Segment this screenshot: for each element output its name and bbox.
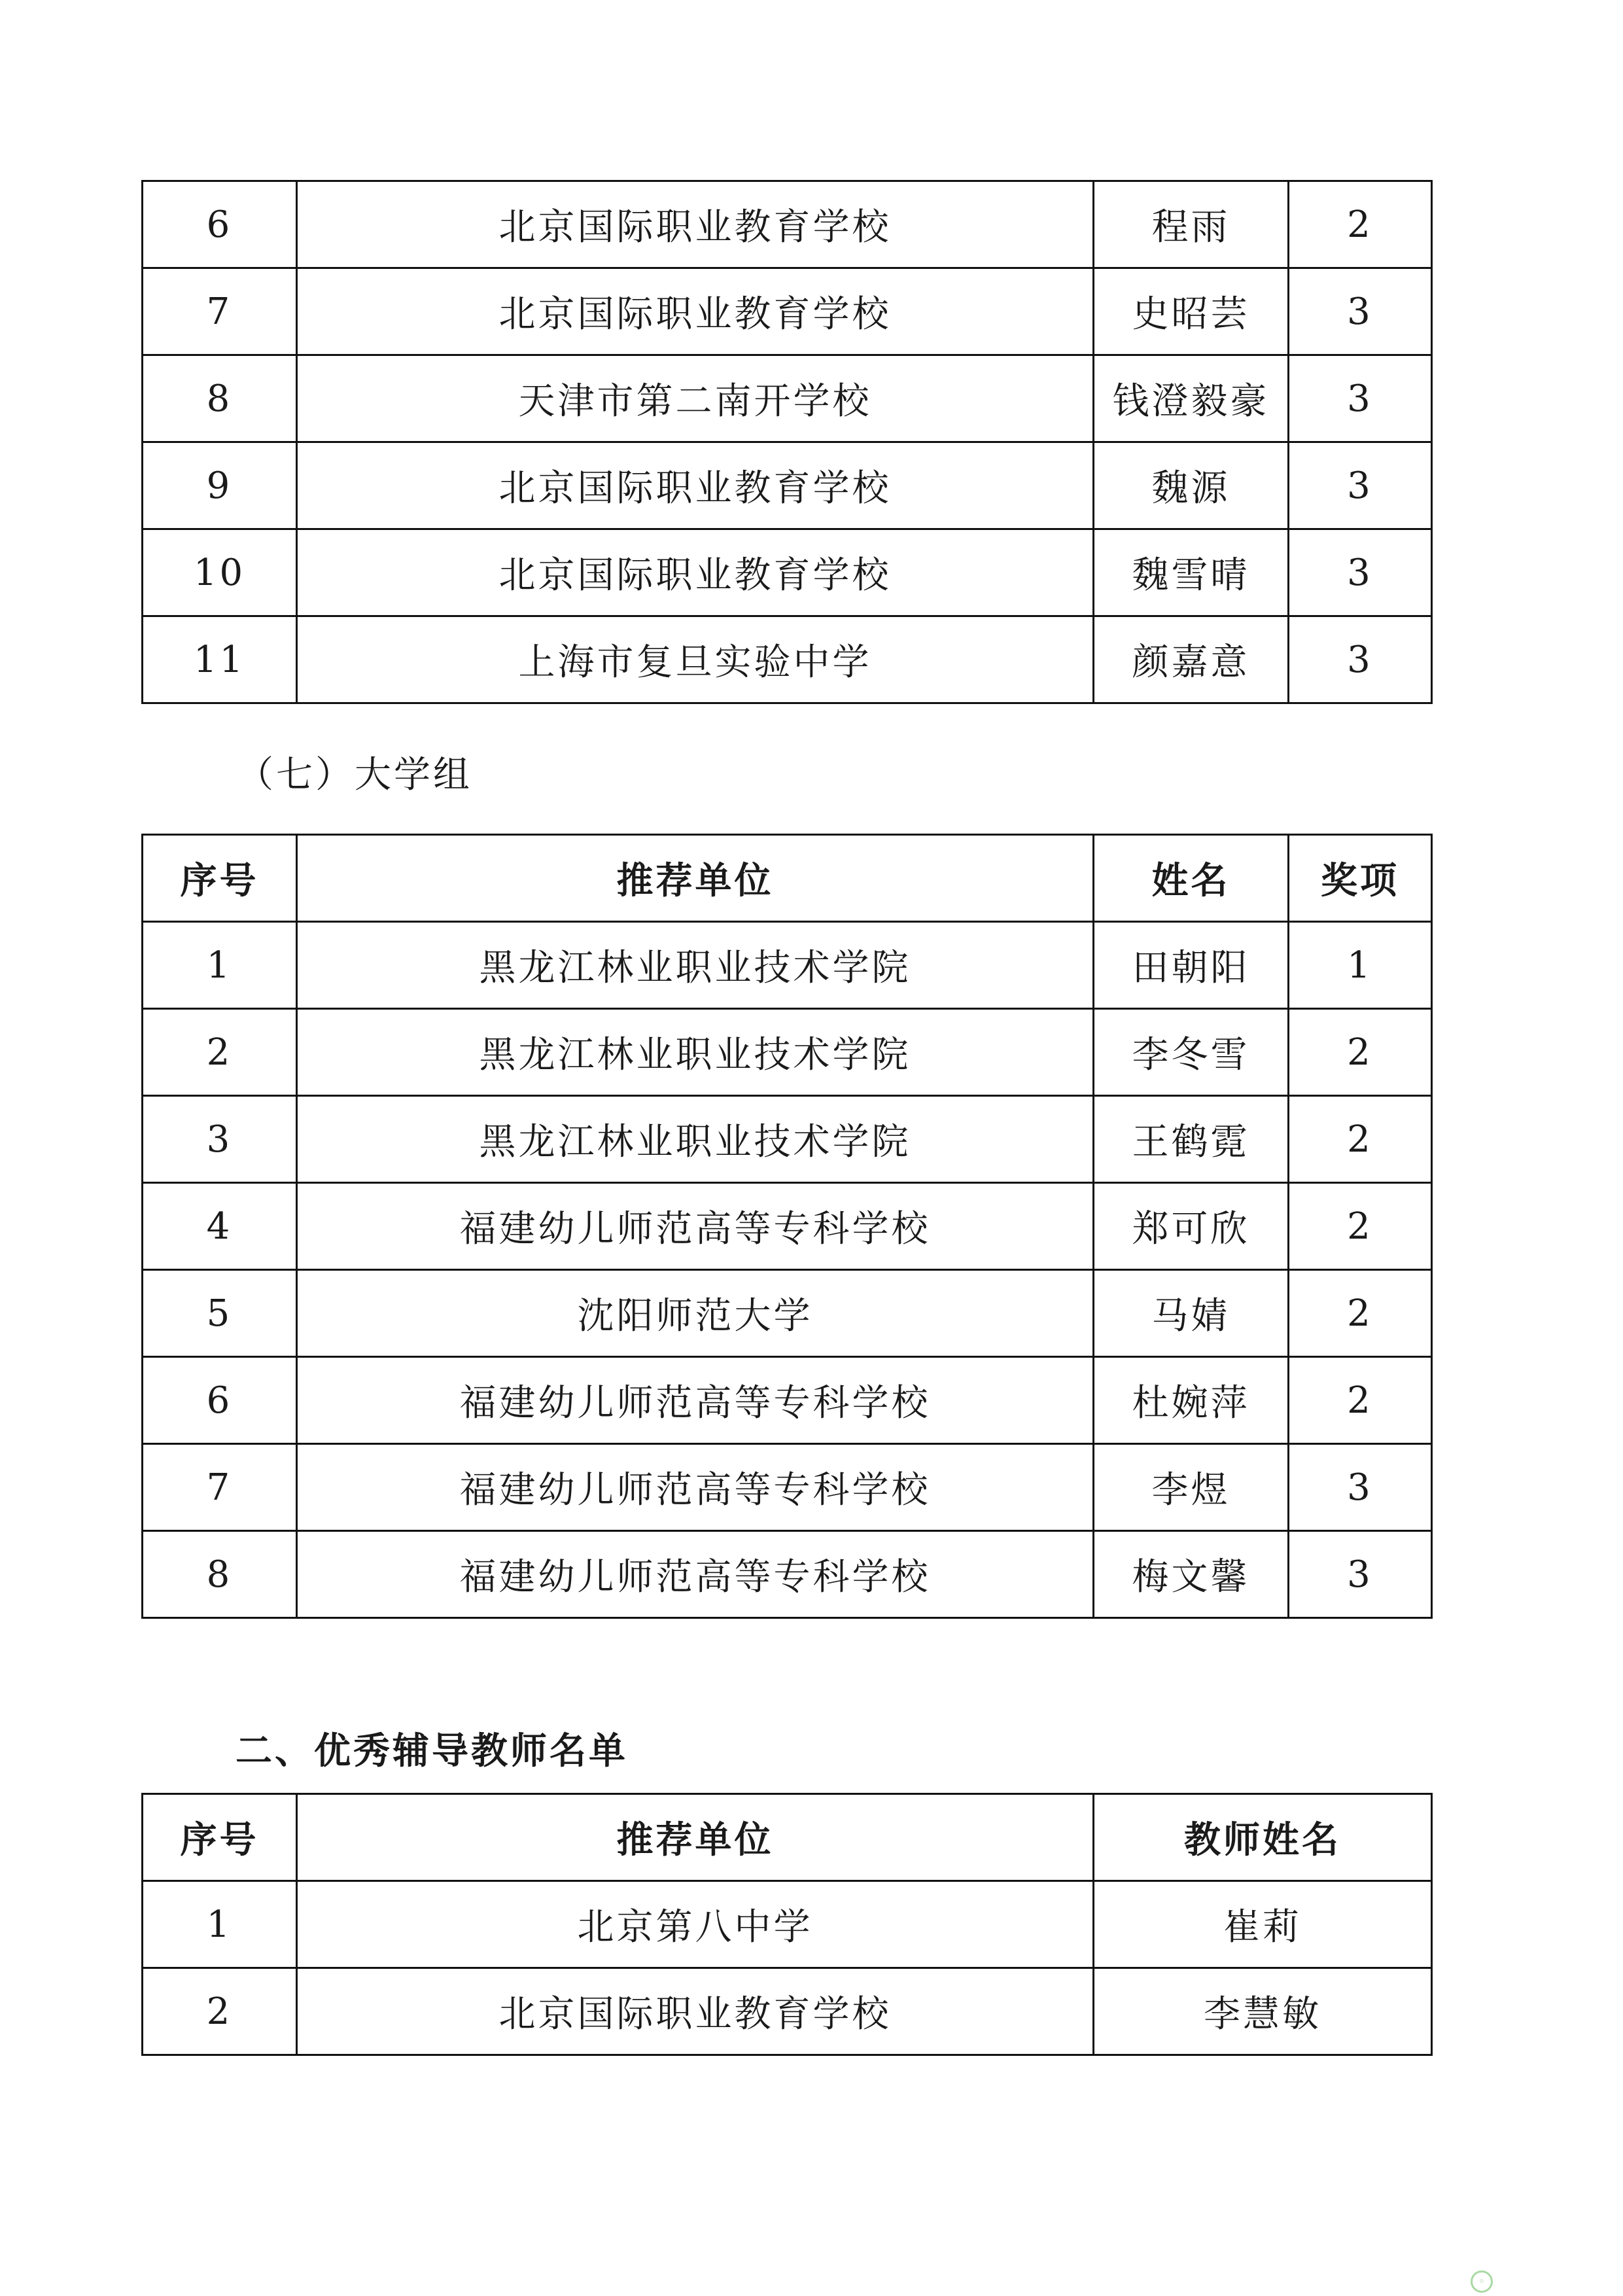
table-header-row — [143, 1794, 1432, 1881]
row-number: 1 — [143, 1881, 297, 1968]
award-level: 2 — [1289, 1357, 1432, 1444]
header-award: 奖项 — [1289, 835, 1432, 922]
award-level: 2 — [1289, 1183, 1432, 1270]
teacher-name: 李慧敏 — [1094, 1968, 1432, 2055]
award-level: 3 — [1289, 355, 1432, 442]
table-row — [143, 922, 1432, 1009]
row-number: 8 — [143, 1531, 297, 1618]
student-name: 钱澄毅豪 — [1094, 355, 1289, 442]
recommending-unit: 黑龙江林业职业技术学院 — [297, 1096, 1094, 1183]
student-name: 李煜 — [1094, 1444, 1289, 1531]
recommending-unit: 上海市复旦实验中学 — [297, 616, 1094, 703]
table-row — [143, 181, 1432, 268]
recommending-unit: 北京国际职业教育学校 — [297, 529, 1094, 616]
award-level: 3 — [1289, 529, 1432, 616]
table-row — [143, 355, 1432, 442]
table-row — [143, 1531, 1432, 1618]
recommending-unit: 北京国际职业教育学校 — [297, 442, 1094, 529]
row-number: 7 — [143, 268, 297, 355]
award-level: 3 — [1289, 268, 1432, 355]
award-level: 2 — [1289, 181, 1432, 268]
row-number: 7 — [143, 1444, 297, 1531]
recommending-unit: 天津市第二南开学校 — [297, 355, 1094, 442]
recommending-unit: 北京国际职业教育学校 — [297, 1968, 1094, 2055]
student-name: 田朝阳 — [1094, 922, 1289, 1009]
table-row — [143, 616, 1432, 703]
recommending-unit: 北京第八中学 — [297, 1881, 1094, 1968]
teacher-name: 崔莉 — [1094, 1881, 1432, 1968]
student-name: 程雨 — [1094, 181, 1289, 268]
award-level: 3 — [1289, 1531, 1432, 1618]
award-level: 3 — [1289, 1444, 1432, 1531]
table-row — [143, 1968, 1432, 2055]
row-number: 4 — [143, 1183, 297, 1270]
award-level: 2 — [1289, 1009, 1432, 1096]
student-name: 颜嘉意 — [1094, 616, 1289, 703]
student-name: 李冬雪 — [1094, 1009, 1289, 1096]
recommending-unit: 福建幼儿师范高等专科学校 — [297, 1444, 1094, 1531]
table-row — [143, 1096, 1432, 1183]
award-level: 2 — [1289, 1096, 1432, 1183]
recommending-unit: 福建幼儿师范高等专科学校 — [297, 1531, 1094, 1618]
header-teacher-name: 教师姓名 — [1094, 1794, 1432, 1881]
row-number: 8 — [143, 355, 297, 442]
row-number: 2 — [143, 1968, 297, 2055]
row-number: 3 — [143, 1096, 297, 1183]
student-name: 王鹤霓 — [1094, 1096, 1289, 1183]
header-number: 序号 — [143, 1794, 297, 1881]
row-number: 9 — [143, 442, 297, 529]
table-row — [143, 1444, 1432, 1531]
recommending-unit: 黑龙江林业职业技术学院 — [297, 922, 1094, 1009]
table-row — [143, 529, 1432, 616]
table-row — [143, 1357, 1432, 1444]
table-header-row — [143, 835, 1432, 922]
award-level: 1 — [1289, 922, 1432, 1009]
student-name: 梅文馨 — [1094, 1531, 1289, 1618]
corner-stamp-icon: ◦ — [1471, 2270, 1493, 2293]
award-level: 2 — [1289, 1270, 1432, 1357]
recommending-unit: 福建幼儿师范高等专科学校 — [297, 1183, 1094, 1270]
student-name: 魏源 — [1094, 442, 1289, 529]
university-group-table — [141, 834, 1433, 1619]
header-unit: 推荐单位 — [297, 1794, 1094, 1881]
row-number: 2 — [143, 1009, 297, 1096]
student-name: 郑可欣 — [1094, 1183, 1289, 1270]
row-number: 1 — [143, 922, 297, 1009]
header-unit: 推荐单位 — [297, 835, 1094, 922]
student-name: 魏雪晴 — [1094, 529, 1289, 616]
student-name: 马婧 — [1094, 1270, 1289, 1357]
award-level: 3 — [1289, 616, 1432, 703]
row-number: 10 — [143, 529, 297, 616]
recommending-unit: 沈阳师范大学 — [297, 1270, 1094, 1357]
table-row — [143, 1009, 1432, 1096]
row-number: 6 — [143, 181, 297, 268]
row-number: 11 — [143, 616, 297, 703]
recommending-unit: 福建幼儿师范高等专科学校 — [297, 1357, 1094, 1444]
teachers-table — [141, 1793, 1433, 2056]
high-school-table-continued — [141, 180, 1433, 704]
table-row — [143, 1881, 1432, 1968]
recommending-unit: 黑龙江林业职业技术学院 — [297, 1009, 1094, 1096]
row-number: 6 — [143, 1357, 297, 1444]
teachers-list-heading: 二、优秀辅导教师名单 — [236, 1730, 628, 1773]
university-group-heading: （七）大学组 — [237, 754, 472, 796]
header-number: 序号 — [143, 835, 297, 922]
table-row — [143, 1183, 1432, 1270]
student-name: 杜婉萍 — [1094, 1357, 1289, 1444]
student-name: 史昭芸 — [1094, 268, 1289, 355]
recommending-unit: 北京国际职业教育学校 — [297, 181, 1094, 268]
header-name: 姓名 — [1094, 835, 1289, 922]
recommending-unit: 北京国际职业教育学校 — [297, 268, 1094, 355]
table-row — [143, 1270, 1432, 1357]
award-level: 3 — [1289, 442, 1432, 529]
table-row — [143, 268, 1432, 355]
table-row — [143, 442, 1432, 529]
row-number: 5 — [143, 1270, 297, 1357]
